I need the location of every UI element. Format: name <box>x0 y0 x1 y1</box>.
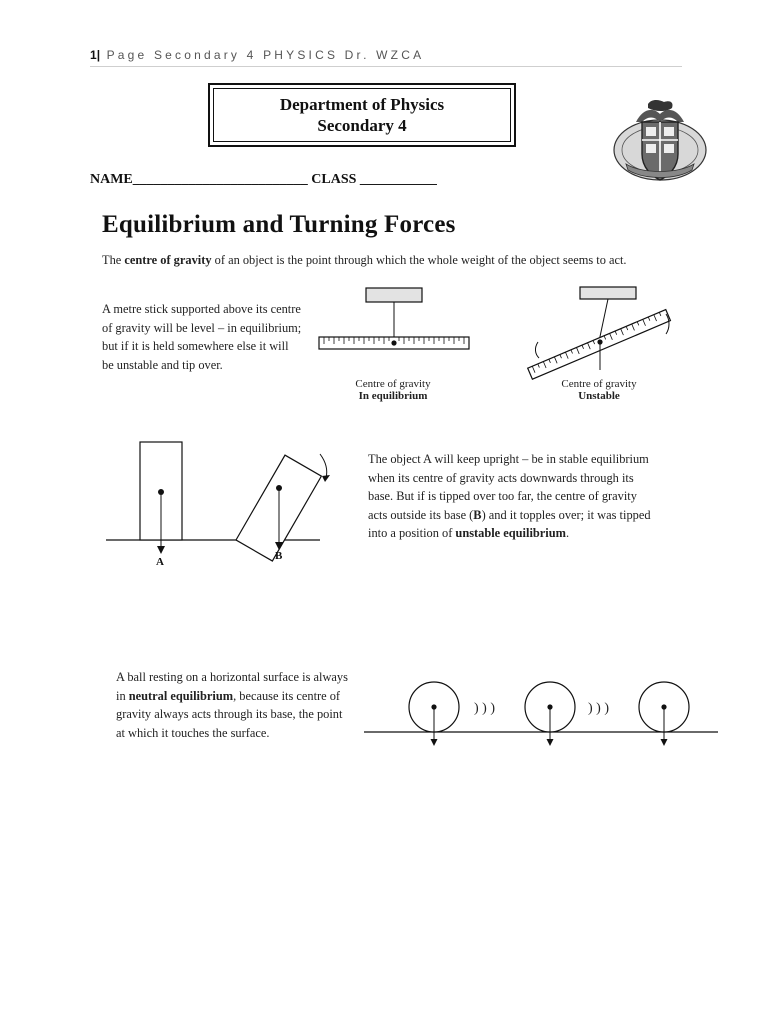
stable-text-part2: ) and it topples over; it was tipped into a position of <box>368 507 651 540</box>
name-label: NAME <box>90 172 133 187</box>
metre-stick-level-figure <box>316 285 476 365</box>
definition-text-start: The <box>102 253 125 267</box>
fig1-caption <box>336 378 450 402</box>
header-separator: | <box>96 48 101 62</box>
stable-text-bold-b: B <box>473 507 482 522</box>
school-crest-icon <box>612 92 708 188</box>
unstable-equilibrium-term: unstable equilibrium <box>455 526 566 540</box>
class-label: CLASS <box>311 172 357 187</box>
page-number: 1 <box>90 48 97 62</box>
stable-unstable-block-figure <box>104 432 334 572</box>
student-fields <box>90 172 437 188</box>
label-b: B <box>275 550 283 562</box>
metre-stick-tilted-figure <box>520 284 680 384</box>
neutral-text-part1: A ball resting on a horizontal surface is always in <box>116 670 348 703</box>
class-blank[interactable]: ___________ <box>359 172 437 187</box>
level-name: Secondary 4 <box>317 116 407 135</box>
neutral-text-part2: , because its centre of gravity always acts through its base, the point at which it touches the surface. <box>116 688 343 740</box>
stable-text-part3: . <box>565 526 570 540</box>
name-blank[interactable]: _________________________ <box>132 172 308 187</box>
fig2-caption <box>542 378 656 402</box>
fig2-state-label: Unstable <box>578 390 620 402</box>
neutral-equilibrium-text <box>116 668 348 742</box>
department-box-inner <box>213 88 511 142</box>
department-box <box>208 83 516 147</box>
fig2-caption-label: Centre of gravity <box>561 378 637 390</box>
running-title: Page Secondary 4 PHYSICS Dr. WZCA <box>106 48 425 62</box>
rolling-ball-figure <box>362 676 722 766</box>
definition-text-end: of an object is the point through which the whole weight of the object seems to act. <box>211 253 627 267</box>
fig1-state-label: In equilibrium <box>358 390 428 402</box>
label-a: A <box>156 556 164 568</box>
roll-marks-2: ) ) ) <box>588 701 609 716</box>
header-rule <box>90 66 682 67</box>
stable-equilibrium-text <box>368 450 658 543</box>
metre-stick-text: A metre stick supported above its centre of gravity will be level – in equilibrium; but if it is held somewhere else it will be unstable and tip over. <box>102 302 302 372</box>
department-name: Department of Physics <box>279 95 445 114</box>
roll-marks-1: ) ) ) <box>474 701 495 716</box>
centre-of-gravity-term: centre of gravity <box>124 253 212 267</box>
fig1-caption-label: Centre of gravity <box>355 378 431 390</box>
neutral-equilibrium-term: neutral equilibrium <box>128 688 234 703</box>
running-header <box>90 48 424 62</box>
centre-of-gravity-definition <box>102 251 662 270</box>
page-title: Equilibrium and Turning Forces <box>102 211 456 238</box>
stable-text-part1: The object A will keep upright – be in stable equilibrium when its centre of gravity acts downwards through its base. But if is tipped over too far, the centre of gravity acts outside its base ( <box>368 452 649 522</box>
